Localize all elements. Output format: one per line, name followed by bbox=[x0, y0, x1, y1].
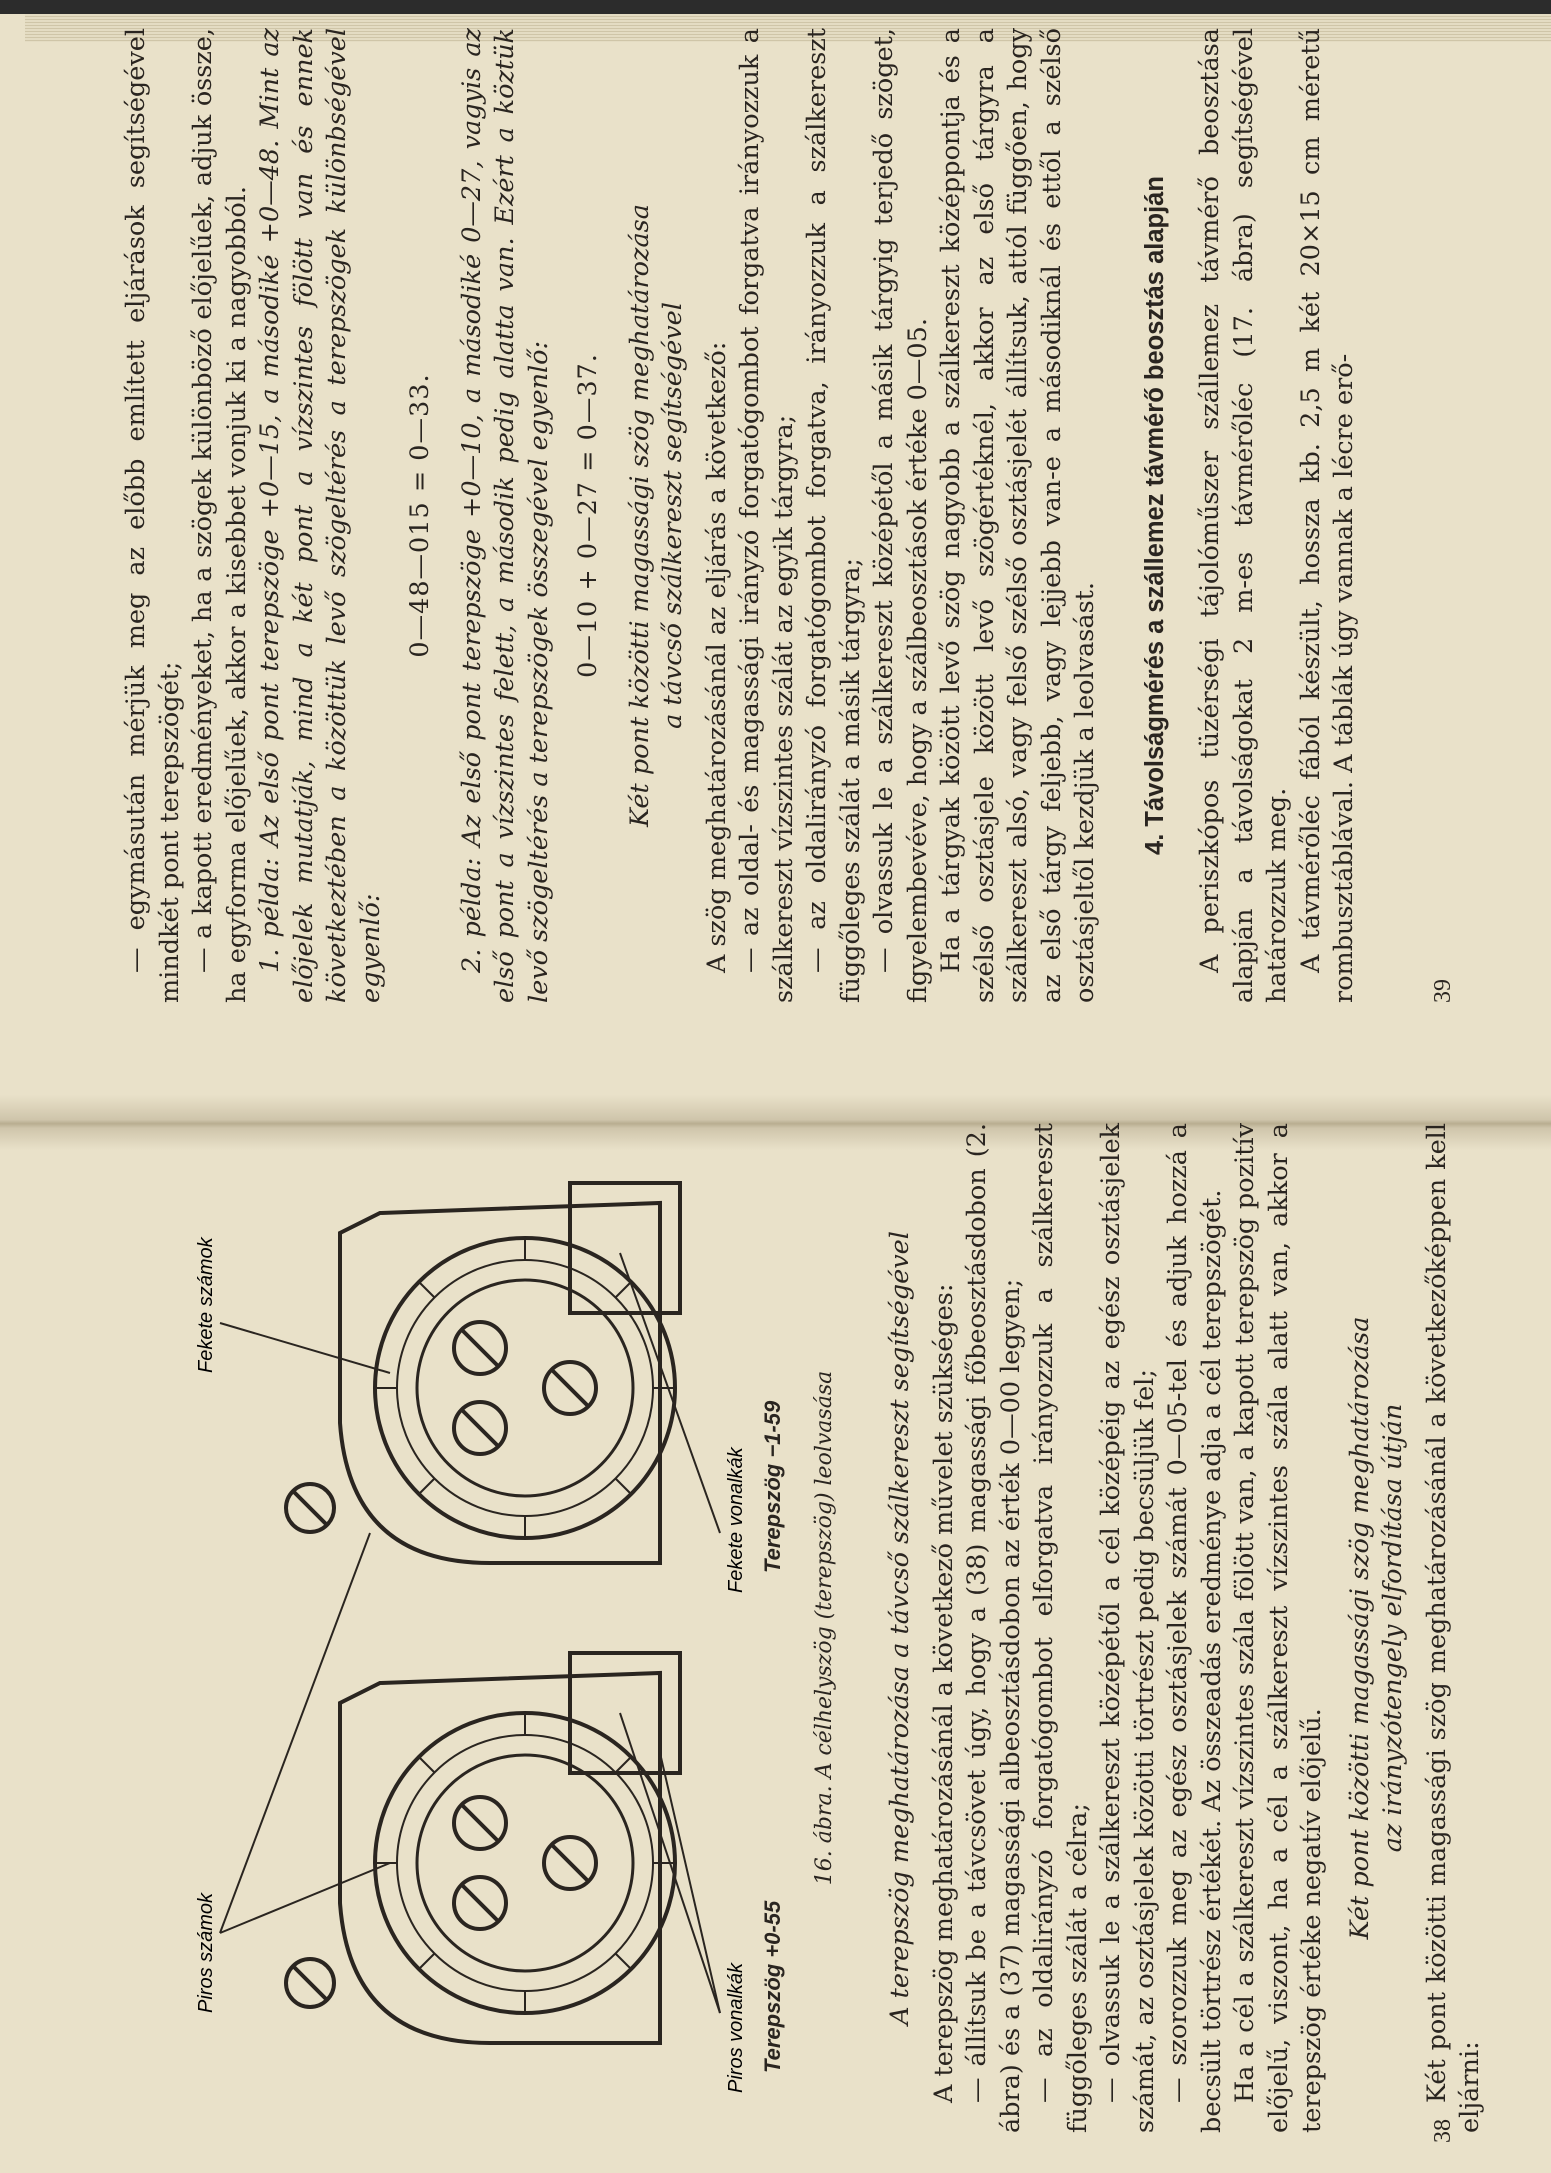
example-1: 1. példa: Az első pont terepszöge +0—15, a másodiké +0—48. Mint az előjelek mutatják, mind a két pont a vízszintes fölött van és ennek következtében a közöttük levő szögeltérés a terepszögek különbségével egyenlő: bbox=[255, 28, 386, 1003]
paragraph: A terepszög meghatározásánál a következő művelet szükséges: bbox=[928, 1283, 959, 2103]
label-red-ticks: Piros vonalkák bbox=[725, 1962, 747, 2093]
formula-1: 0—48—015 = 0—33. bbox=[405, 373, 435, 658]
paragraph: — olvassuk le a szálkereszt középétől a másik tárgyig terjedő szöget, figyelembevéve, hogy a szálbeosztások értéke 0—05. bbox=[869, 28, 933, 1003]
page-39 bbox=[0, 0, 1551, 1033]
paragraph: A szög meghatározásánál az eljárás a következő: bbox=[701, 341, 732, 973]
paragraph: — olvassuk le a szálkereszt középétől a cél középéig az egész osztásjelek számát, az osztásjelek közötti törtrészt pedig becsüljük fel; bbox=[1096, 1123, 1160, 2133]
paragraph: Ha a tárgyak között levő szög nagyobb a szálkereszt középpontja és a szélső osztásjele között levő szögértéknél, akkor az első tárgyra a szálkereszt alsó, vagy felső szélső osztásjelét állítsuk, attól függően, hogy az első tárgy feljebb, vagy lejjebb van-e a másodiknál és ettől a szélső osztásjeltől kezdjük a leolvasást. bbox=[936, 28, 1100, 1003]
page-38-text bbox=[870, 1123, 1488, 2133]
left-instrument-base bbox=[570, 1653, 680, 1773]
formula-2: 0—10 + 0—27 = 0—37. bbox=[573, 353, 603, 678]
page-number-38: 38 bbox=[1430, 2119, 1456, 2143]
section-title-a: Két pont közötti magassági szög meghatározása bbox=[624, 204, 655, 827]
right-dial bbox=[286, 1238, 675, 1538]
paragraph: — szorozzuk meg az egész osztásjelek számát 0—05-tel és adjuk hozzá a becsült törtrész értékét. Az összeadás eredménye adja a cél terepszögét. bbox=[1163, 1123, 1227, 2133]
paragraph: — egymásután mérjük meg az előbb említett eljárások segítségével mindkét pont terepszögét; bbox=[121, 28, 185, 1003]
section-title-b: a távcső szálkereszt segítségével bbox=[658, 302, 688, 729]
paragraph: — az oldal- és magassági irányzó forgatógombot forgatva irányozzuk a szálkereszt vízszintes szálát az egyik tárgyra; bbox=[735, 28, 799, 1003]
paragraph: Két pont közötti magassági szög meghatározásánál a következőképpen kell eljárni: bbox=[1421, 1123, 1485, 2133]
figure-values bbox=[760, 1113, 800, 2133]
paragraph: Ha a cél a szálkereszt vízszintes szála fölött van, a kapott terepszög pozitív előjelű, viszont, ha a cél a szálkereszt vízszintes szála alatt van, akkor a terepszög értéke negatív előjelű. bbox=[1230, 1123, 1327, 2133]
figure-caption: 16. ábra. A célhelyszög (terepszög) leolvasása bbox=[812, 1370, 837, 1886]
paragraph: — a kapott eredményeket, ha a szögek különböző előjelűek, adjuk össze, ha egyforma előjelűek, akkor a kisebbet vonjuk ki a nagyobból. bbox=[188, 28, 252, 1003]
figure-16 bbox=[190, 1113, 750, 2133]
paragraph: A távmérőléc fából készült, hossza kb. 2,5 m két 20×15 cm méretű rombusztáblával. A táblák úgy vannak a lécre erő- bbox=[1295, 28, 1359, 1003]
label-red-numbers: Piros számok bbox=[195, 1892, 217, 2013]
label-black-numbers: Fekete számok bbox=[195, 1237, 217, 1373]
section-heading-4: 4. Távolságmérés a szállemez távmérő beosztás alapján bbox=[1140, 176, 1169, 855]
page-number-39: 39 bbox=[1430, 979, 1456, 1003]
paragraph: — állítsuk be a távcsövet úgy, hogy a (38) magassági főbeosztásdobon (2. ábra) és a (37) magassági albeosztásdobon az érték 0—00 legyen; bbox=[962, 1123, 1026, 2133]
example-2: 2. példa: Az első pont terepszöge +0—10, a másodiké 0—27, vagyis az első pont a vízszintes felett, a második pedig alatta van. Ezért a köztük levő szögeltérés a terepszögek összegével egyenlő: bbox=[456, 28, 554, 1003]
section-title-2b: az irányzótengely elfordítása útján bbox=[1378, 1403, 1408, 1853]
page-39-text bbox=[120, 28, 1362, 1003]
paragraph: — az oldalirányzó forgatógombot elforgatva irányozzuk a szálkereszt függőleges szálát a célra; bbox=[1029, 1123, 1093, 2133]
right-angle-value: Terepszög −1-59 bbox=[760, 1400, 785, 1573]
paragraph: — az oldalirányzó forgatógombot forgatva, irányozzuk a szálkereszt függőleges szálát a másik tárgyra; bbox=[802, 28, 866, 1003]
section-title-2a: Két pont közötti magassági szög meghatározása bbox=[1344, 1316, 1375, 1940]
left-dial bbox=[286, 1713, 675, 2013]
paragraph: A periszkópos tüzérségi tájolóműszer szállemez távmérő beosztása alapján a távolságokat 2 m-es távmérőléc (17. ábra) segítségével határozzuk meg. bbox=[1195, 28, 1292, 1003]
section-title-terepszog: A terepszög meghatározása a távcső szálkereszt segítségével bbox=[885, 1231, 915, 2025]
label-black-ticks: Fekete vonalkák bbox=[725, 1447, 747, 1593]
left-angle-value: Terepszög +0-55 bbox=[760, 1900, 785, 2073]
page-38 bbox=[0, 1083, 1551, 2173]
